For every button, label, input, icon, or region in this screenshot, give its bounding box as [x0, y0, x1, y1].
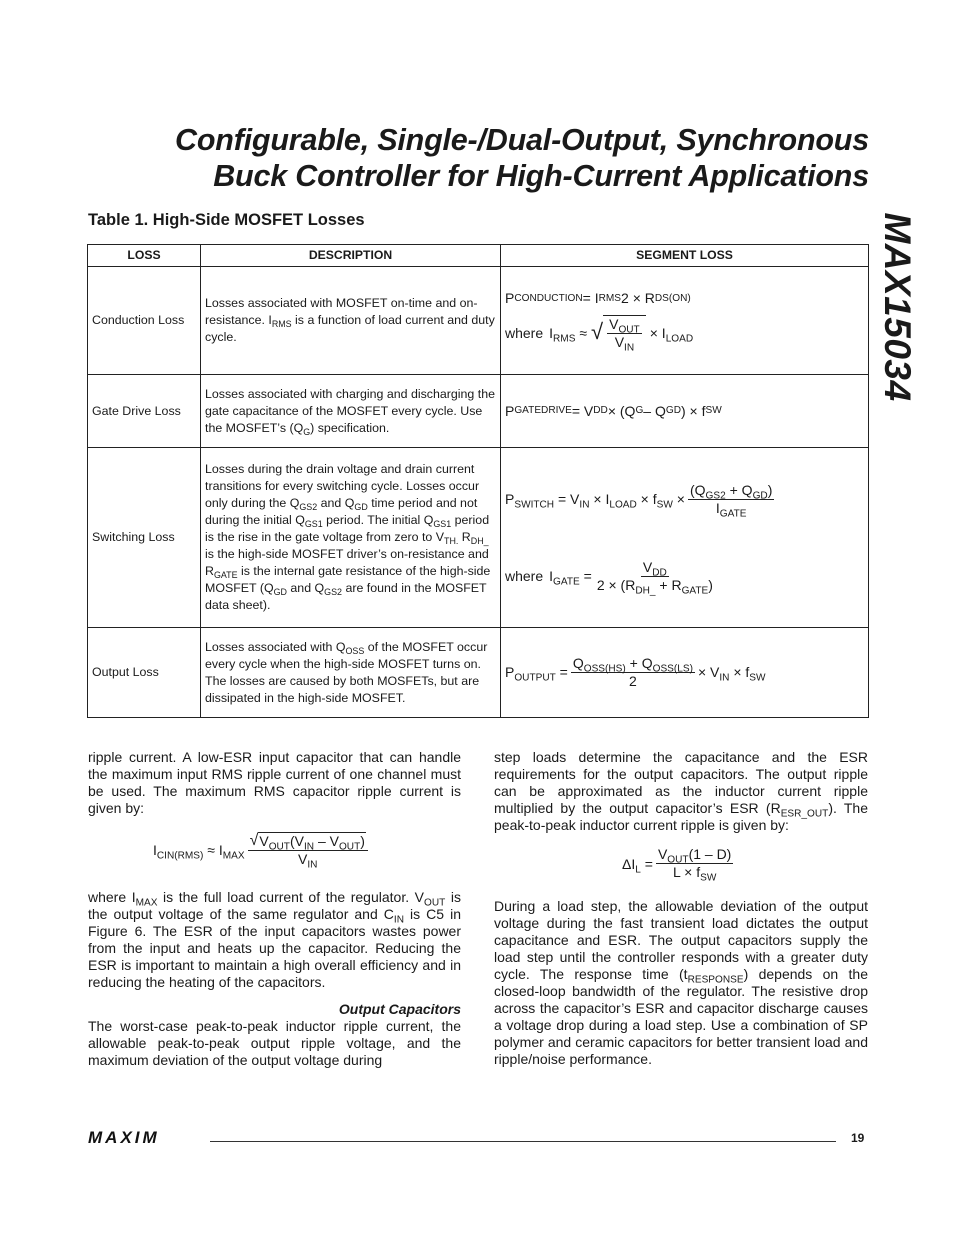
- sqrt-symbol: √ $V_{OUT}(V_{IN} - V_{OUT})$: [249, 832, 365, 853]
- body-paragraph: where $I_{MAX}$ is the full load current of the regulator. $V_{OUT}$ is the output voltage of the same regulator and $C_{IN}$ is C5 in Figure 6. The ESR of the input capacitors wastes power from the input and heats up the capacitor. Reducing the ESR is important to maintain a high overall efficiency and in reducing the heating of the capacitors.: [88, 889, 462, 990]
- table-header-row: [88, 245, 869, 267]
- fraction-numerator: $V_{OUT}$: [609, 316, 640, 336]
- output-formula-cell: [501, 628, 869, 718]
- ripple-fraction: [656, 846, 733, 884]
- header-loss: LOSS: [88, 245, 201, 267]
- gate-drive-formula-cell: [501, 375, 869, 448]
- duty-fraction: [607, 316, 642, 354]
- switching-formula-cell: [501, 448, 869, 628]
- part-number-side-label: [873, 212, 921, 402]
- output-loss-equation: [505, 655, 864, 690]
- switching-fraction: [688, 481, 774, 520]
- irms-lhs: $I_{RMS}$ ≈: [549, 324, 588, 345]
- conduction-formula-cell: [501, 267, 869, 375]
- conduction-loss-equation: P CONDUCTION = I RMS 2 × R DS(ON): [505, 290, 691, 306]
- fraction-denominator: $V_{IN}$: [298, 851, 318, 871]
- table-row: [88, 628, 869, 718]
- right-column-top: [494, 749, 868, 834]
- fraction-denominator: 2: [629, 673, 637, 689]
- fraction-denominator: $2 \times (R_{DH\_} + R_{GATE})$: [596, 576, 713, 597]
- cin-fraction: [248, 832, 368, 871]
- mosfet-losses-table: [87, 244, 869, 718]
- page-title: [86, 122, 869, 194]
- loss-description: Losses associated with charging and discharging the gate capacitance of the MOSFET every cycle. Use the MOSFET’s $(Q_G)$ specification.: [201, 375, 501, 448]
- body-paragraph: During a load step, the allowable deviation of the output voltage during the fast transient load dictates the output capacitance and ESR. The output capacitors supply the load step until the controller responds with a greater duty cycle. The response time $(t_{RESPONSE})$ depends on the closed-loop bandwidth of the regulator. The resistive drop across the capacitor’s ESR and capacitor discharge causes a voltage drop during a load step. Use a combination of SP polymer and ceramic capacitors for better transient load and ripple/noise performance.: [494, 898, 868, 1067]
- switching-lhs: $P_{SWITCH} = V_{IN} \times I_{LOAD} \times f_{SW}$ ×: [505, 490, 685, 511]
- loss-name: Gate Drive Loss: [88, 375, 201, 448]
- fraction-denominator: $I_{GATE}$: [715, 499, 747, 520]
- output-lhs: $P_{OUTPUT}$ =: [505, 664, 568, 684]
- igate-lhs: $I_{GATE}$ =: [549, 567, 592, 588]
- igate-fraction: [595, 558, 715, 597]
- header-description: DESCRIPTION: [201, 245, 501, 267]
- sqrt-symbol: √ $\frac{V_{OUT}}{V_{IN}}$: [591, 315, 646, 351]
- fraction-numerator: $Q_{OSS(HS)} + Q_{OSS(LS)}$: [572, 655, 693, 675]
- fraction-denominator: $V_{IN}$: [614, 334, 635, 354]
- left-column-bottom: [88, 1001, 461, 1069]
- loss-name: Conduction Loss: [88, 267, 201, 375]
- maxim-logo: [88, 1129, 198, 1150]
- cin-lhs: $I_{CIN(RMS)} \approx I_{MAX}$: [153, 842, 245, 862]
- body-paragraph: The worst-case peak-to-peak inductor ripple current, the allowable peak-to-peak output ripple voltage, and the maximum deviation of the output voltage during: [88, 1018, 461, 1068]
- where-label: where: [505, 324, 544, 341]
- table-caption: Table 1. High-Side MOSFET Losses: [88, 211, 365, 229]
- body-paragraph: ripple current. A low-ESR input capacitor that can handle the maximum input RMS ripple current of one channel must be used. The maximum RMS capacitor ripple current is given by:: [88, 749, 461, 816]
- right-column-bottom: [494, 898, 868, 1068]
- loss-description: Losses associated with MOSFET on-time and on-resistance. $I_{RMS}$ is a function of load current and duty cycle.: [201, 267, 501, 375]
- irms-equation: [505, 315, 864, 354]
- left-column-middle: [88, 889, 461, 991]
- output-tail: × $V_{IN} \times f_{SW}$: [697, 664, 766, 684]
- loss-name: Switching Loss: [88, 448, 201, 628]
- fraction-numerator: $(Q_{GS2} + Q_{GD})$: [689, 481, 773, 502]
- maxim-logo-icon: [88, 1129, 198, 1145]
- table-row: [88, 375, 869, 448]
- fraction-numerator: [248, 832, 368, 851]
- svg-text:MAXIM: MAXIM: [88, 1129, 160, 1145]
- table-row: [88, 448, 869, 628]
- ripple-current-equation: [622, 846, 736, 884]
- igate-equation: [505, 558, 864, 597]
- title-line-2: Buck Controller for High-Current Applications: [213, 159, 869, 193]
- left-column-top: [88, 749, 461, 817]
- fraction-numerator: $V_{DD}$: [642, 558, 667, 579]
- irms-tail: × $I_{LOAD}$: [649, 324, 694, 345]
- loss-description: Losses during the drain voltage and drain current transitions for every switching cycle. Losses occur only during the $Q_{GS2}$ and $Q_{GD}$ time period and not during the initial $Q_{GS1}$ period. The initial $Q_{GS1}$ period is the rise in the gate voltage from zero to $V_{TH.}$ $R_{DH\_}$ is the high-side MOSFET driver’s on-resistance and $R_{GATE}$ is the internal gate resistance of the high-side MOSFET ($Q_{GD}$ and $Q_{GS2}$ are found in the MOSFET data sheet).: [201, 448, 501, 628]
- page-number: 19: [851, 1131, 865, 1145]
- fraction-numerator: $V_{OUT}(1 - D)$: [657, 846, 732, 866]
- footer-divider: [210, 1141, 836, 1142]
- loss-description: Losses associated with $Q_{OSS}$ of the MOSFET occur every cycle when the high-side MOSFET turns on. The losses are caused by both MOSFETs, but are dissipated in the high-side MOSFET.: [201, 628, 501, 718]
- gate-drive-equation: P GATEDRIVE = V DD × (Q G – Q GD ) × f SW: [505, 402, 722, 419]
- output-fraction: [571, 655, 695, 690]
- table-row: [88, 267, 869, 375]
- where-label: where: [505, 567, 544, 584]
- title-line-1: Configurable, Single-/Dual-Output, Synchronous: [175, 123, 869, 157]
- fraction-denominator: $L \times f_{SW}$: [672, 864, 717, 884]
- part-number-text: MAX15034: [877, 212, 918, 402]
- cin-rms-equation: [153, 832, 371, 871]
- header-segment-loss: SEGMENT LOSS: [501, 245, 869, 267]
- switching-loss-equation: [505, 481, 864, 520]
- section-heading: Output Capacitors: [338, 1001, 461, 1017]
- loss-name: Output Loss: [88, 628, 201, 718]
- body-paragraph: step loads determine the capacitance and the ESR requirements for the output capacitors. The output ripple can be approximated as the inductor current ripple multiplied by the output capacitor’s ESR $(R_{ESR\_OUT})$. The peak-to-peak inductor current ripple is given by:: [494, 749, 869, 833]
- ripple-lhs: $\Delta I_L$ =: [622, 855, 653, 876]
